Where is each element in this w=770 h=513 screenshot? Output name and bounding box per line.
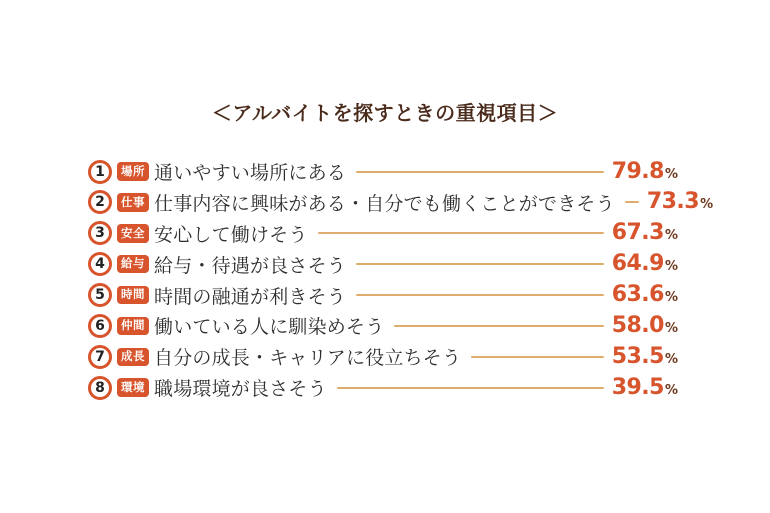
percent-value <box>611 312 678 338</box>
rank-badge: 1 <box>88 160 112 184</box>
rank-badge: 5 <box>88 283 112 307</box>
percent-sign: % <box>700 197 714 213</box>
leader-line <box>625 201 639 203</box>
item-label: 安心して働けそう <box>154 223 308 246</box>
category-tag: 環境 <box>117 378 149 397</box>
percent-sign: % <box>664 228 678 244</box>
percent-value <box>647 191 713 213</box>
item-label: 給与・待遇が良さそう <box>154 254 347 277</box>
item-label: 通いやすい場所にある <box>154 162 347 184</box>
leader-line <box>356 171 604 173</box>
rank-badge: 2 <box>88 190 112 214</box>
leader-line <box>471 356 603 358</box>
percent-sign: % <box>664 320 678 336</box>
item-label: 仕事内容に興味がある・自分でも働くことができそう <box>154 192 615 215</box>
category-tag: 成長 <box>117 348 149 367</box>
percent-sign: % <box>664 166 678 182</box>
percent-number: 58.0 <box>611 312 664 338</box>
percent-value <box>612 253 678 275</box>
ranking-row <box>88 283 678 308</box>
percent-value <box>612 284 678 306</box>
percent-number: 67.3 <box>611 220 664 246</box>
percent-sign: % <box>664 351 678 367</box>
percent-number: 79.8 <box>611 158 664 184</box>
category-tag: 場所 <box>117 162 149 181</box>
rank-badge: 7 <box>88 345 112 369</box>
item-label: 時間の融通が利きそう <box>154 285 347 308</box>
percent-sign: % <box>664 259 678 275</box>
item-label: 自分の成長・キャリアに役立ちそう <box>154 347 462 370</box>
percent-number: 39.5 <box>611 374 664 400</box>
leader-line <box>356 294 604 296</box>
chart-title: ＜アルバイトを探すときの重視項目＞ <box>211 101 559 125</box>
percent-sign: % <box>664 290 678 306</box>
ranking-row <box>88 313 678 338</box>
rank-badge: 8 <box>88 376 112 400</box>
percent-value <box>612 222 678 244</box>
ranking-row <box>88 159 678 184</box>
item-label: 職場環境が良さそう <box>154 378 327 401</box>
category-tag: 仲間 <box>117 317 149 336</box>
rank-badge: 6 <box>88 314 112 338</box>
percent-number: 63.6 <box>611 282 664 308</box>
category-tag: 給与 <box>117 255 149 274</box>
leader-line <box>356 263 604 265</box>
ranking-row <box>88 221 678 246</box>
category-tag: 仕事 <box>117 193 149 212</box>
ranking-row <box>88 344 678 369</box>
leader-line <box>394 325 603 327</box>
ranking-row <box>88 189 714 215</box>
percent-value <box>611 158 678 184</box>
ranking-row <box>88 375 678 400</box>
ranking-list <box>0 159 770 400</box>
ranking-row <box>88 252 678 277</box>
percent-value <box>611 343 678 369</box>
rank-badge: 3 <box>88 221 112 245</box>
category-tag: 安全 <box>117 224 149 243</box>
percent-number: 73.3 <box>646 189 700 215</box>
percent-value <box>611 374 678 400</box>
percent-sign: % <box>664 382 678 398</box>
category-tag: 時間 <box>117 286 149 305</box>
rank-badge: 4 <box>88 252 112 276</box>
leader-line <box>318 232 604 234</box>
leader-line <box>337 387 604 389</box>
percent-number: 64.9 <box>611 251 664 277</box>
percent-number: 53.5 <box>611 343 664 369</box>
item-label: 働いている人に馴染めそう <box>154 316 385 339</box>
